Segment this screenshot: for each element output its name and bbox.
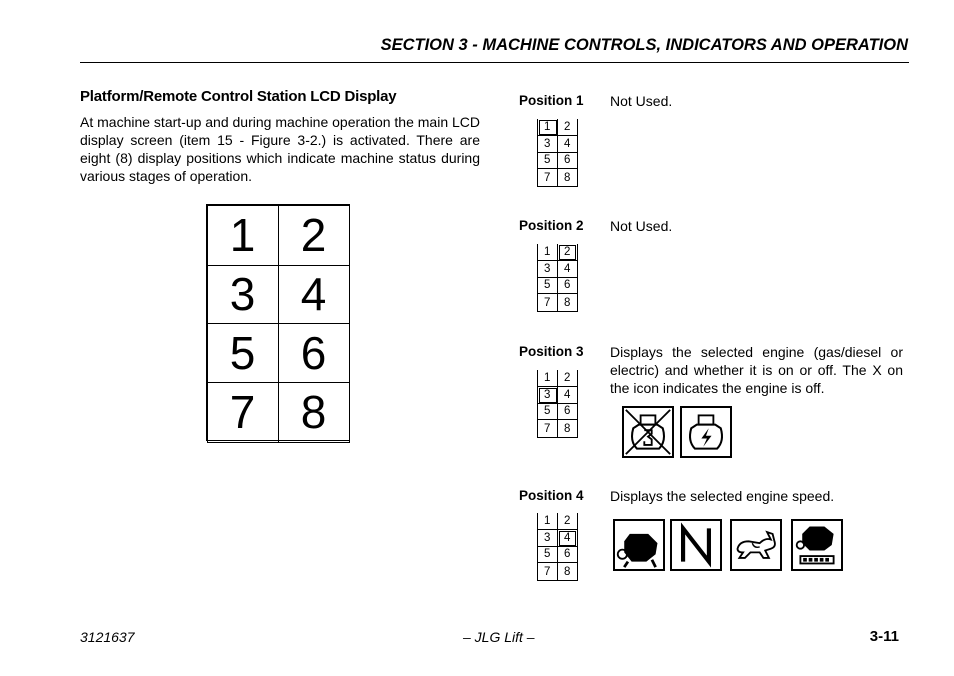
position-1-label: Position 1: [519, 93, 584, 108]
mini-cell-4: 4: [558, 387, 578, 404]
mini-cell-5: 5: [538, 278, 558, 295]
mini-cell-2: 2: [558, 513, 578, 530]
mini-cell-7: 7: [538, 563, 558, 580]
lcd-position-grid: [206, 204, 350, 441]
mini-cell-1: 1: [538, 513, 558, 530]
mini-cell-8: 8: [564, 565, 571, 578]
mini-cell-7: 7: [538, 294, 558, 311]
position-2-desc: Not Used.: [610, 218, 673, 234]
grid-cell-3: 3: [207, 265, 279, 324]
mini-cell-2: 2: [558, 119, 578, 136]
position-3-desc: Displays the selected engine (gas/diesel or electric) and whether it is on or off. The X on the icon indicates the engine is off.: [610, 344, 903, 396]
mini-cell-8: 8: [564, 171, 571, 184]
position-4-label: Position 4: [519, 488, 584, 503]
mini-cell-7: 7: [538, 169, 558, 186]
grid-cell-4: 4: [278, 265, 350, 324]
mini-cell-4: 4: [558, 136, 578, 153]
mini-cell-5: 5: [538, 404, 558, 421]
mini-cell-6: 6: [558, 547, 578, 564]
mini-cell-7: 7: [538, 420, 558, 437]
mini-cell-3: 3: [538, 261, 558, 278]
position-2-label: Position 2: [519, 218, 584, 233]
grid-cell-1: 1: [207, 205, 279, 266]
mini-cell-8: 8: [564, 422, 571, 435]
doc-number: 3121637: [80, 629, 135, 645]
mini-cell-6: 6: [558, 153, 578, 170]
grid-cell-5: 5: [207, 323, 279, 383]
grid-cell-2: 2: [278, 205, 350, 266]
position-1-desc: Not Used.: [610, 93, 673, 109]
mini-grid-position-3: [537, 370, 578, 438]
mini-cell-4: 4: [558, 530, 578, 547]
mini-cell-8: 8: [564, 296, 571, 309]
mini-cell-5: 5: [538, 547, 558, 564]
mini-grid-position-2: [537, 244, 578, 312]
mini-grid-position-1: [537, 119, 578, 187]
position-3-label: Position 3: [519, 344, 584, 359]
mini-cell-2: 2: [558, 244, 578, 261]
mini-cell-1: 1: [538, 119, 558, 136]
mini-cell-3: 3: [538, 387, 558, 404]
neutral-n-icon: [670, 519, 722, 571]
rabbit-icon: [730, 519, 782, 571]
mini-cell-1: 1: [538, 244, 558, 261]
page-number: 3-11: [869, 628, 899, 645]
turtle-high-idle-icon: [791, 519, 843, 571]
mini-cell-1: 1: [538, 370, 558, 387]
position-4-desc: Displays the selected engine speed.: [610, 488, 835, 504]
mini-cell-4: 4: [558, 261, 578, 278]
mini-cell-2: 2: [558, 370, 578, 387]
mini-cell-3: 3: [538, 136, 558, 153]
section-header: SECTION 3 - MACHINE CONTROLS, INDICATORS AND OPERATION: [380, 36, 908, 54]
section-title: Platform/Remote Control Station LCD Display: [80, 88, 397, 105]
mini-cell-6: 6: [558, 404, 578, 421]
mini-cell-3: 3: [538, 530, 558, 547]
fuel-engine-off-icon: [622, 406, 674, 458]
turtle-icon: [613, 519, 665, 571]
mini-cell-5: 5: [538, 153, 558, 170]
grid-cell-8: 8: [278, 382, 350, 443]
footer-center: – JLG Lift –: [463, 629, 535, 645]
grid-cell-7: 7: [207, 382, 279, 443]
mini-grid-position-4: [537, 513, 578, 581]
intro-paragraph: At machine start-up and during machine operation the main LCD display screen (item 15 - Figure 3-2.) is activated. There are eight (8) display positions which indicate machine status during various stages of operation.: [80, 114, 480, 184]
electric-engine-icon: [680, 406, 732, 458]
header-rule: [80, 62, 909, 63]
grid-cell-6: 6: [278, 323, 350, 383]
mini-cell-6: 6: [558, 278, 578, 295]
